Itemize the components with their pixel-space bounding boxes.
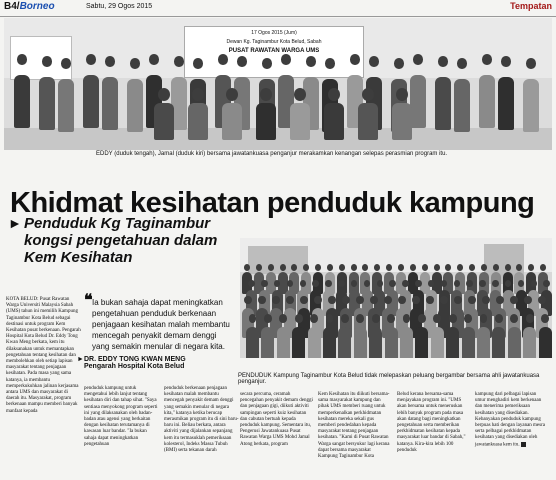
person-figure — [477, 327, 490, 358]
person-figure — [308, 327, 321, 358]
person-figure — [127, 79, 143, 132]
article-column: penduduk kampung untuk mengetahui lebih lanjut tentang kesihatan diri dan tahap sihat. "Saya sentiasa menyokong program seperti ini yang dilaksanakan oleh badan-badan atau agensi yang berkaitan dengan kesihatan terutamanya di kawasan luar bandar. "Ia bukan sahaja dapat meningkatkan pengetahuan — [84, 386, 158, 447]
person-head — [244, 296, 251, 304]
person-figure — [154, 103, 174, 140]
person-head — [492, 280, 499, 287]
person-head — [541, 314, 549, 323]
person-head — [398, 264, 404, 271]
person-head — [105, 56, 115, 67]
person-figure — [261, 327, 274, 358]
person-head — [372, 314, 380, 323]
group-photo-top — [4, 18, 552, 150]
person-figure — [385, 327, 398, 358]
person-figure — [539, 327, 552, 358]
person-head — [434, 264, 440, 271]
person-head — [422, 264, 428, 271]
person-head — [281, 54, 291, 65]
person-head — [543, 280, 550, 287]
article-deck — [8, 215, 244, 266]
banner-line: PUSAT RAWATAN WARGA UMS — [228, 48, 320, 54]
person-head — [306, 56, 316, 67]
person-head — [248, 280, 255, 287]
person-figure — [400, 327, 413, 358]
person-figure — [292, 327, 305, 358]
person-head — [418, 314, 426, 323]
quote-attribution — [77, 356, 254, 370]
person-head — [510, 314, 518, 323]
page-header — [0, 0, 556, 17]
person-head — [326, 314, 334, 323]
person-head — [524, 296, 531, 304]
person-head — [377, 280, 384, 287]
person-figure — [358, 103, 378, 140]
person-head — [496, 296, 503, 304]
person-head — [328, 296, 335, 304]
person-figure — [446, 327, 459, 358]
person-head — [261, 280, 268, 287]
person-head — [384, 296, 391, 304]
person-figure — [479, 75, 495, 128]
person-head — [370, 296, 377, 304]
article-column: penduduk berkenaan penjagaan kesihatan malah membantu mencegah penyakit demam denggi yang semakin menular di negara kita," katanya ketika berucap merasmikan program itu di sini baru-baru ini. Beliau berkata, antara aktiviti yang dijalankan sepanjang kem itu termasuklah pemeriksaan kolesterol, Indeks Massa Tubuh (BMI) serta tekanan darah — [164, 386, 239, 454]
person-head — [300, 296, 307, 304]
person-head — [538, 296, 545, 304]
photo-caption-top: EDDY (duduk tengah), Jamal (duduk kiri) bersama jawatankuasa penganjur merakamkan kenangan selepas perasmian program itu. — [96, 151, 448, 157]
person-head — [469, 264, 475, 271]
person-head — [291, 264, 297, 271]
crowd — [240, 264, 552, 358]
person-head — [415, 280, 422, 287]
person-head — [249, 314, 257, 323]
person-figure — [492, 327, 505, 358]
person-head — [457, 58, 467, 69]
person-head — [341, 314, 349, 323]
arrow-icon: ► — [8, 215, 22, 231]
person-head — [505, 264, 511, 271]
page-number: B4/ — [4, 1, 20, 12]
person-head — [328, 88, 340, 101]
person-head — [244, 264, 250, 271]
person-head — [342, 296, 349, 304]
person-head — [540, 264, 546, 271]
person-head — [413, 54, 423, 65]
person-figure — [435, 77, 451, 130]
person-head — [268, 264, 274, 271]
person-head — [272, 296, 279, 304]
person-head — [42, 56, 52, 67]
person-head — [264, 314, 272, 323]
person-head — [386, 264, 392, 271]
person-head — [501, 56, 511, 67]
person-head — [516, 264, 522, 271]
photo-floor — [4, 128, 552, 150]
person-head — [174, 56, 184, 67]
person-head — [325, 280, 332, 287]
person-figure — [222, 103, 242, 140]
person-head — [310, 314, 318, 323]
person-figure — [323, 327, 336, 358]
article-lede: KOTA BELUD: Pusat Rawatan Warga Universiti Malaysia Sabah (UMS) tahun ini memilih Kampung Taginambur Kota Belud sebagai destinasi untuk program Kem Kesihatan pusat berkenaan. Pengarah Hospital Kota Belud Dr. Eddy Tong Kwan Meng berkata, kem itu dilaksanakan untuk memantapkan pengetahuan tentang kesihatan dan membolehkan oleh setiap lapisan masyarakat tentang penjagaan kesihatan. Pada masa yang sama katanya, ia membantu memperkukuhkan jalinan kerjasama antara UMS dan masyarakat di daerah itu. Masyarakat, program berkenaan mampu memberi banyak manfaat kepada — [6, 297, 81, 414]
person-head — [262, 58, 272, 69]
quote-mark-icon: ❝ — [84, 292, 93, 309]
person-figure — [14, 75, 30, 128]
person-head — [493, 264, 499, 271]
banner-line: 17 Ogos 2015 (Jum) — [251, 30, 297, 36]
person-head — [481, 264, 487, 271]
person-figure — [290, 103, 310, 140]
person-head — [454, 296, 461, 304]
person-head — [482, 54, 492, 65]
person-head — [86, 54, 96, 65]
person-head — [158, 88, 170, 101]
person-head — [237, 56, 247, 67]
person-head — [369, 56, 379, 67]
person-figure — [246, 327, 259, 358]
person-head — [433, 314, 441, 323]
person-head — [449, 314, 457, 323]
person-head — [426, 296, 433, 304]
person-head — [314, 296, 321, 304]
article-column: secara percuma, ceramah pencegahan penyakit demam denggi dan penjagaan gigi, diikuti aktiviti sampingan seperti kuiz kesihatan dan cabutan bertuah kepada penduduk kampung. Sementara itu, Pengerusi Jawatankuasa Pusat Rawatan Warga UMS Mohd Jamal Atong berkata, program — [240, 392, 313, 447]
article-column — [475, 392, 548, 448]
pull-quote — [84, 292, 232, 352]
article-column: Belud kerana bersama-sama menjayakan program ini. "UMS akan bersama untuk meneruskan lebih banyak program pada masa akan datang bagi meningkatkan pengetahuan serta memberikan perkhidmatan kesihatan kepada masyarakat luar bandar di Sabah," katanya. Kira-kira lebih 100 penduduk — [397, 392, 466, 453]
person-figure — [58, 79, 74, 132]
attribution-title: Pengarah Hospital Kota Belud — [84, 363, 185, 370]
person-head — [398, 296, 405, 304]
person-figure — [83, 75, 99, 128]
person-head — [149, 54, 159, 65]
person-figure — [354, 327, 367, 358]
newspaper-logo: Borneo — [19, 1, 55, 12]
person-head — [389, 280, 396, 287]
person-head — [526, 58, 536, 69]
person-head — [17, 54, 27, 65]
person-head — [303, 264, 309, 271]
person-figure — [188, 103, 208, 140]
person-head — [374, 264, 380, 271]
group-photo-bottom — [240, 238, 552, 358]
person-figure — [324, 103, 344, 140]
person-head — [457, 264, 463, 271]
person-figure — [369, 327, 382, 358]
person-head — [528, 264, 534, 271]
person-head — [351, 264, 357, 271]
person-head — [279, 314, 287, 323]
person-head — [130, 58, 140, 69]
person-head — [402, 280, 409, 287]
person-head — [468, 296, 475, 304]
person-figure — [508, 327, 521, 358]
person-head — [412, 296, 419, 304]
person-figure — [256, 103, 276, 140]
person-head — [286, 296, 293, 304]
person-figure — [462, 327, 475, 358]
person-head — [295, 314, 303, 323]
person-head — [356, 314, 364, 323]
person-head — [356, 296, 363, 304]
person-head — [339, 264, 345, 271]
person-head — [362, 264, 368, 271]
person-head — [526, 314, 534, 323]
event-banner — [184, 26, 364, 78]
triangle-icon: ► — [77, 356, 84, 363]
pull-quote-text: Ia bukan sahaja dapat meningkatkan pengetahuan penduduk berkenaan penjagaan kesihatan malah membantu mencegah penyakit demam denggi yang semakin menular di negara kita. — [92, 298, 230, 351]
person-head — [410, 264, 416, 271]
person-head — [438, 56, 448, 67]
person-figure — [431, 327, 444, 358]
person-head — [479, 280, 486, 287]
person-head — [531, 280, 538, 287]
person-head — [480, 314, 488, 323]
section-label: Tempatan — [510, 1, 552, 11]
person-head — [315, 264, 321, 271]
person-head — [327, 264, 333, 271]
end-mark-icon — [521, 442, 526, 447]
person-head — [510, 296, 517, 304]
person-head — [403, 314, 411, 323]
person-figure — [498, 77, 514, 130]
person-figure — [102, 77, 118, 130]
person-head — [193, 58, 203, 69]
person-figure — [277, 327, 290, 358]
article-headline: Khidmat kesihatan penduduk kampung — [10, 187, 535, 219]
person-head — [464, 314, 472, 323]
person-figure — [523, 79, 539, 132]
attribution-name: DR. EDDY TONG KWAN MENG — [84, 356, 186, 363]
person-head — [256, 264, 262, 271]
person-figure — [523, 327, 536, 358]
person-head — [495, 314, 503, 323]
person-head — [394, 58, 404, 69]
person-figure — [39, 77, 55, 130]
person-head — [61, 58, 71, 69]
person-figure — [410, 75, 426, 128]
banner-line: Dewan Kg. Taginambur Kota Belud, Sabah — [226, 39, 322, 45]
deck-text: Penduduk Kg Taginambur kongsi pengetahuan dalam Kem Kesihatan — [24, 215, 218, 266]
person-figure — [338, 327, 351, 358]
person-figure — [454, 79, 470, 132]
person-figure — [392, 103, 412, 140]
person-head — [445, 264, 451, 271]
photo-caption-bottom: PENDUDUK Kampung Taginambur Kota Belud tidak melepaskan peluang bergambar bersama ahli jawatankuasa penganjur. — [238, 373, 540, 385]
person-head — [338, 280, 345, 287]
person-head — [258, 296, 265, 304]
masthead — [4, 1, 55, 12]
column-text: kampung dari pelbagai lapisan umur menghadiri kem berkenaan dan menerima pemeriksaan kesihatan yang disediakan. Kebanyakan penduduk kampung berpuas hati dengan layanan mesra serta pelbagai perkhidmatan kesihatan yang disediakan oleh jawatankuasa kem itu. — [475, 392, 545, 448]
issue-date: Sabtu, 29 Ogos 2015 — [86, 3, 153, 10]
person-head — [387, 314, 395, 323]
person-head — [440, 296, 447, 304]
person-head — [280, 264, 286, 271]
person-figure — [415, 327, 428, 358]
person-head — [350, 54, 360, 65]
person-head — [325, 58, 335, 69]
person-head — [482, 296, 489, 304]
person-head — [218, 54, 228, 65]
article-column: Kem Kesihatan itu diikuti bersama-sama masyarakat kampung dan pihak UMS memberi ruang untuk memperkenalkan perkhidmatan kesihatan mereka sekali gus memberi pendedahan kepada masyarakat tentang penjagaan kesihatan. "Kami di Pusat Rawatan Warga sangat bersyukur lagi kerana dapat bersama masyarakat Kampung Taginambur Kota — [318, 392, 390, 460]
